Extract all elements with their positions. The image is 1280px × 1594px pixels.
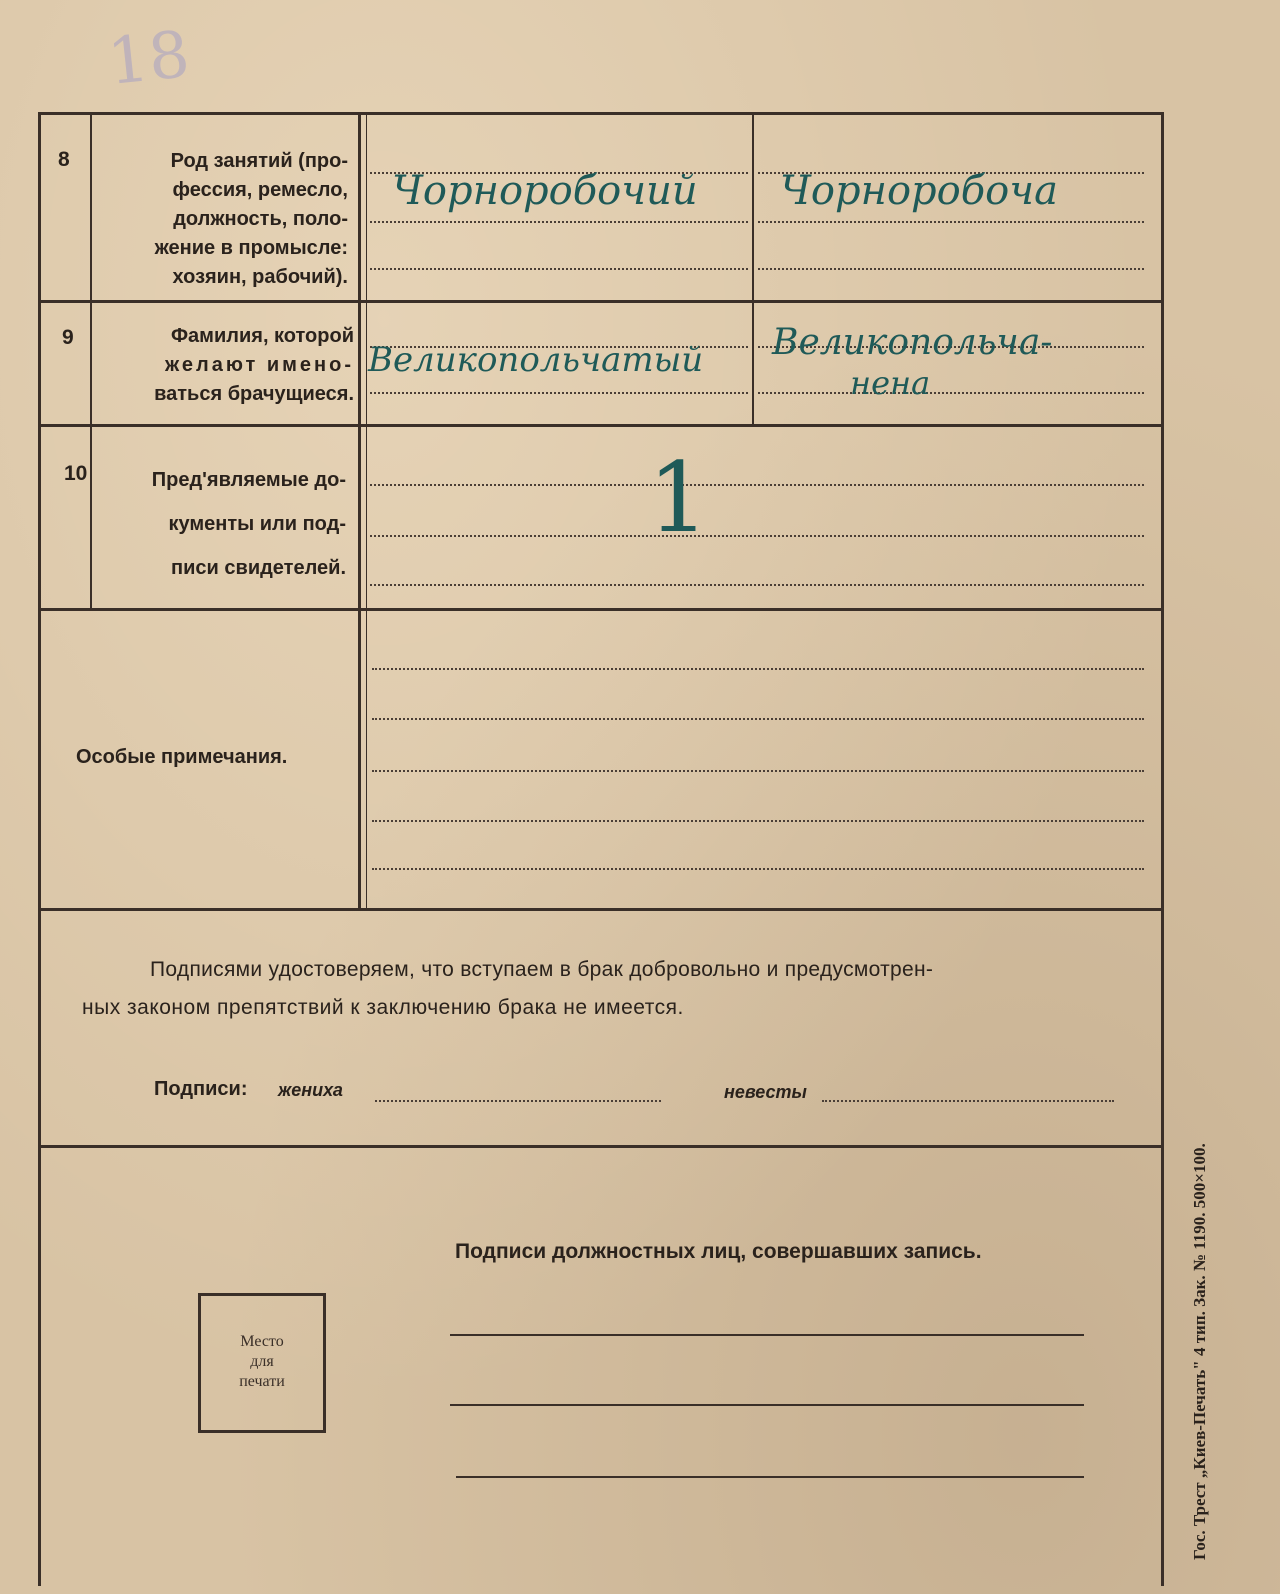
stamp-text-line: печати [239, 1373, 285, 1390]
archive-page-number: 18 [104, 17, 194, 101]
label-line: желают имено- [165, 354, 354, 376]
row-label-occupation [100, 147, 348, 292]
groom-signature-label: жениха [278, 1080, 343, 1100]
row-divider-remarks-declaration [40, 908, 1162, 911]
col-divider-number [90, 115, 92, 610]
stamp-placeholder [198, 1293, 326, 1433]
writing-line [370, 584, 1144, 586]
row-number: 9 [62, 326, 74, 349]
bride-surname-entry-line1: Великопольча- [772, 322, 1053, 363]
row-divider-9-10 [40, 424, 1162, 427]
writing-line [370, 392, 748, 394]
label-line: хозяин, рабочий). [172, 266, 348, 288]
label-line: должность, поло- [173, 208, 348, 230]
writing-line [758, 392, 1144, 394]
writing-line [370, 221, 748, 223]
writing-line [370, 535, 1144, 537]
label-line: писи свидетелей. [171, 557, 346, 579]
stamp-text-line: Место [240, 1333, 284, 1350]
col-divider-groom-bride [752, 115, 754, 425]
label-line: фессия, ремесло, [172, 179, 348, 201]
writing-line [372, 718, 1144, 720]
writing-line [758, 268, 1144, 270]
bride-surname-entry-line2: нена [850, 364, 931, 402]
writing-line [372, 868, 1144, 870]
row-number: 8 [58, 148, 70, 171]
declaration-line-1: Подписями удостоверяем, что вступаем в брак добровольно и предусмотрен- [150, 958, 934, 981]
groom-surname-entry: Великопольчатый [368, 340, 704, 380]
bride-signature-label: невесты [724, 1082, 807, 1102]
printer-imprint: Гос. Трест „Киев-Печать" 4 тип. Зак. № 1190. 500×100. [1190, 1143, 1209, 1560]
groom-signature-line [375, 1100, 661, 1102]
writing-line [370, 268, 748, 270]
officials-label: Подписи должностных лиц, совершавших запись. [455, 1240, 982, 1263]
writing-line [370, 484, 1144, 486]
stamp-text-line: для [250, 1353, 274, 1370]
label-line: жение в промысле: [154, 237, 348, 259]
col-divider-label [358, 115, 361, 910]
label-line: ваться брачущиеся. [154, 383, 354, 405]
official-signature-line [450, 1334, 1084, 1336]
official-signature-line [450, 1404, 1084, 1406]
label-line: Фамилия, которой [170, 325, 354, 347]
writing-line [372, 668, 1144, 670]
row-divider-10-remarks [40, 608, 1162, 611]
writing-line [372, 770, 1144, 772]
row-label-documents [100, 458, 346, 590]
declaration-line-2: ных законом препятствий к заключению брака не имеется. [82, 996, 684, 1019]
label-line: кументы или под- [168, 513, 346, 535]
row-number: 10 [64, 462, 88, 485]
signatures-label: Подписи: [154, 1078, 248, 1100]
writing-line [372, 820, 1144, 822]
official-signature-line [456, 1476, 1084, 1478]
col-divider-label-inner [366, 115, 367, 910]
writing-line [758, 221, 1144, 223]
label-line: Пред'являемые до- [151, 469, 346, 491]
documents-entry: 1 [648, 442, 710, 554]
label-line: Род занятий (про- [170, 150, 348, 172]
bride-signature-line [822, 1100, 1114, 1102]
bride-occupation-entry: Чорноробоча [780, 168, 1058, 214]
row-divider-8-9 [40, 300, 1162, 303]
row-label-surname [100, 322, 354, 409]
groom-occupation-entry: Чорноробочий [392, 168, 698, 214]
remarks-label: Особые примечания. [76, 746, 288, 768]
row-divider-declaration-officials [40, 1145, 1162, 1148]
